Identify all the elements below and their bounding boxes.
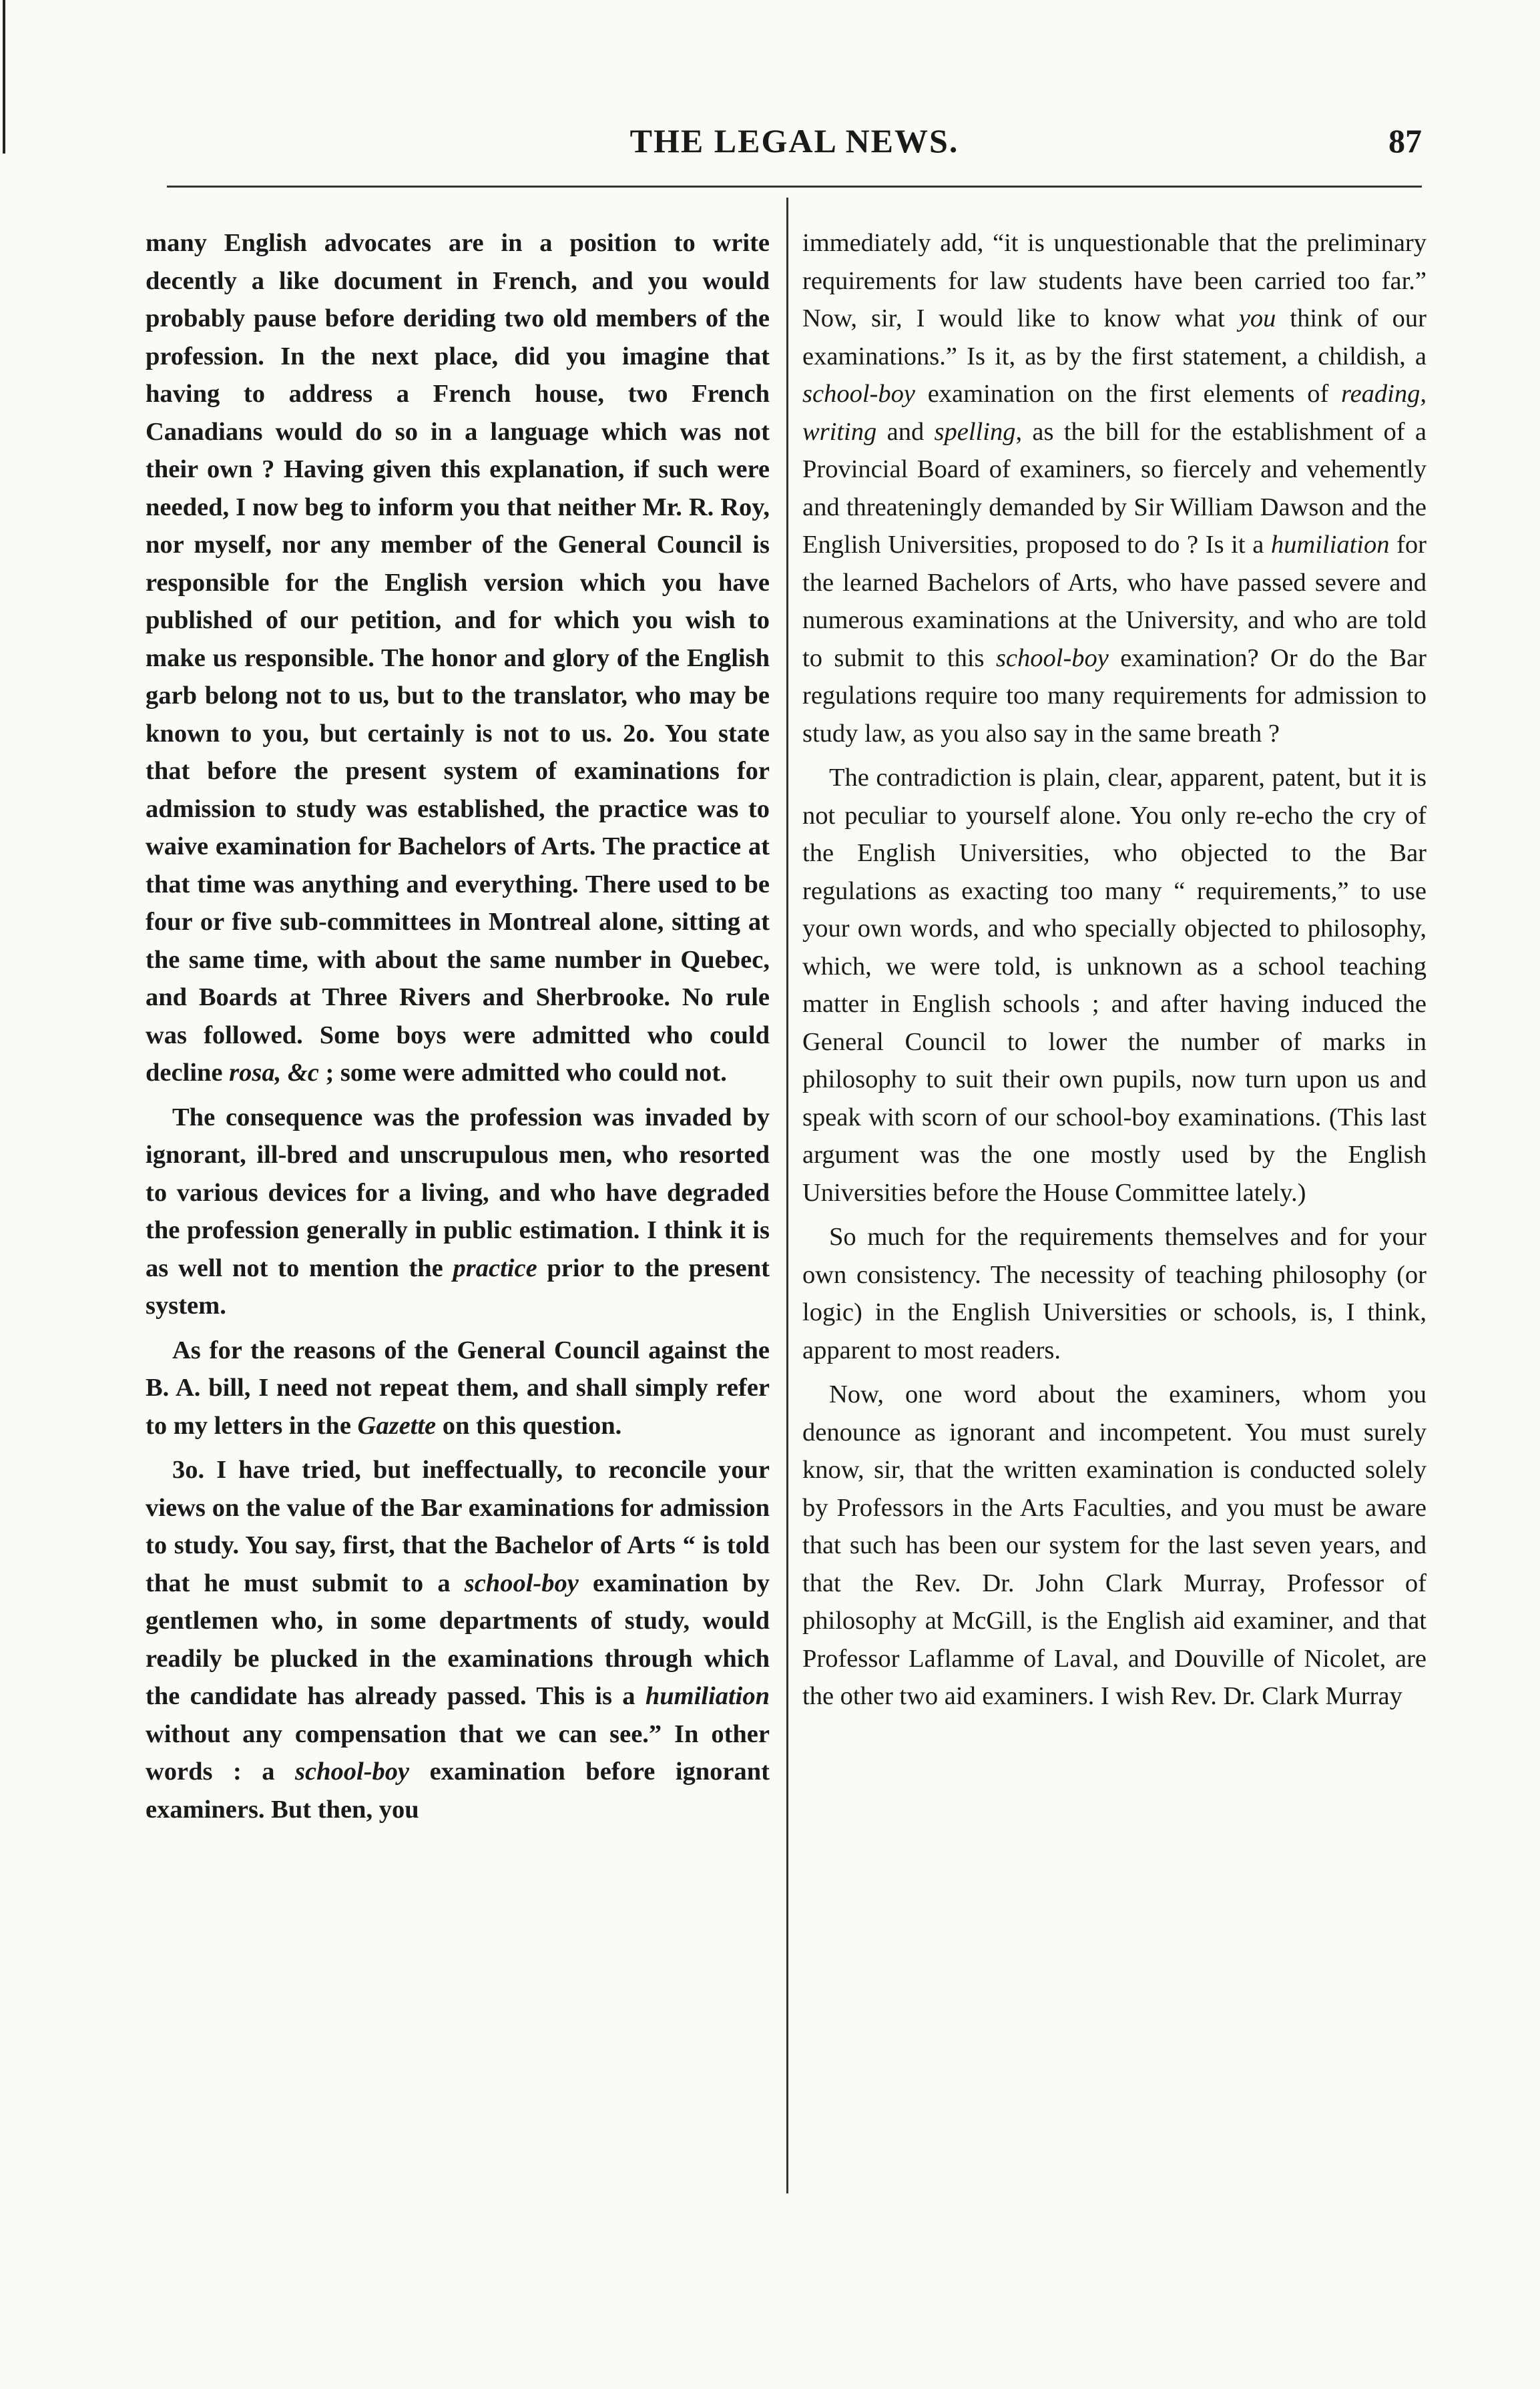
right-column [802, 224, 1427, 2220]
left-column [146, 224, 770, 2220]
paragraph: So much for the requirements themselves and for your own consistency. The necessity of teaching philosophy (or logic) in the English Universities or schools, is, I think, apparent to most readers. [802, 1223, 1427, 1364]
column-divider [786, 198, 788, 2193]
paragraph: immediately add, “it is unquestionable that the preliminary requirements for law students have been carried too far.” Now, sir, I would like to know what you think of our examinations.” Is it, as by the first statement, a childish, a school-boy examination on the first elements of reading, writing and spelling, as the bill for the establishment of a Provincial Board of examiners, so fiercely and vehemently and threateningly demanded by Sir William Dawson and the English Universities, proposed to do ? Is it a humiliation for the learned Bachelors of Arts, who have passed severe and numerous examinations at the University, and who are told to submit to this school-boy examination? Or do the Bar regulations require too many requirements for admission to study law, as you also say in the same breath ? [802, 229, 1427, 748]
header-rule [167, 186, 1422, 188]
page-number: 87 [1388, 122, 1422, 160]
paragraph: many English advocates are in a position to write decently a like document in French, and you would probably pause before deriding two old members of the profession. In the next place, did you imagine that having to address a French house, two French Canadians would do so in a language which was not their own ? Having given this explanation, if such were needed, I now beg to inform you that neither Mr. R. Roy, nor myself, nor any member of the General Council is responsible for the English version which you have published of our petition, and for which you wish to make us responsible. The honor and glory of the English garb belong not to us, but to the translator, who may be known to you, but certainly is not to us. 2o. You state that before the present system of examinations for admission to study was established, the practice was to waive examination for Bachelors of Arts. The practice at that time was anything and everything. There used to be four or five sub-committees in Montreal alone, sitting at the same time, with about the same number in Quebec, and Boards at Three Rivers and Sherbrooke. No rule was followed. Some boys were admitted who could decline rosa, &c ; some were admitted who could not. [146, 229, 770, 1087]
scan-edge-mark [3, 0, 5, 154]
running-title: THE LEGAL NEWS. [629, 122, 959, 160]
running-header [167, 121, 1422, 175]
paragraph: The contradiction is plain, clear, apparent, patent, but it is not peculiar to yourself alone. You only re-echo the cry of the English Universities, who objected to the Bar regulations as exacting too many “ requirements,” to use your own words, and who specially objected to philosophy, which, we were told, is unknown as a school teaching matter in English schools ; and after having induced the General Council to lower the number of marks in philosophy to suit their own pupils, now turn upon us and speak with scorn of our school-boy examinations. (This last argument was the one mostly used by the English Universities before the House Committee lately.) [802, 764, 1427, 1207]
paragraph: As for the reasons of the General Council against the B. A. bill, I need not repeat them, and shall simply refer to my letters in the Gazette on this question. [146, 1336, 770, 1440]
paragraph: The consequence was the profession was invaded by ignorant, ill-bred and unscrupulous men, who resorted to various devices for a living, and who have degraded the profession generally in public estimation. I think it is as well not to mention the practice prior to the present system. [146, 1103, 770, 1320]
paragraph: 3o. I have tried, but ineffectually, to reconcile your views on the value of the Bar examinations for admission to study. You say, first, that the Bachelor of Arts “ is told that he must submit to a school-boy examination by gentlemen who, in some departments of study, would readily be plucked in the examinations through which the candidate has already passed. This is a humiliation without any compensation that we can see.” In other words : a school-boy examination before ignorant examiners. But then, you [146, 1456, 770, 1824]
paragraph: Now, one word about the examiners, whom you denounce as ignorant and incompetent. You must surely know, sir, that the written examination is conducted solely by Professors in the Arts Faculties, and you must be aware that such has been our system for the last seven years, and that the Rev. Dr. John Clark Murray, Professor of philosophy at McGill, is the English aid examiner, and that Professor Laflamme of Laval, and Douville of Nicolet, are the other two aid examiners. I wish Rev. Dr. Clark Murray [802, 1380, 1427, 1710]
